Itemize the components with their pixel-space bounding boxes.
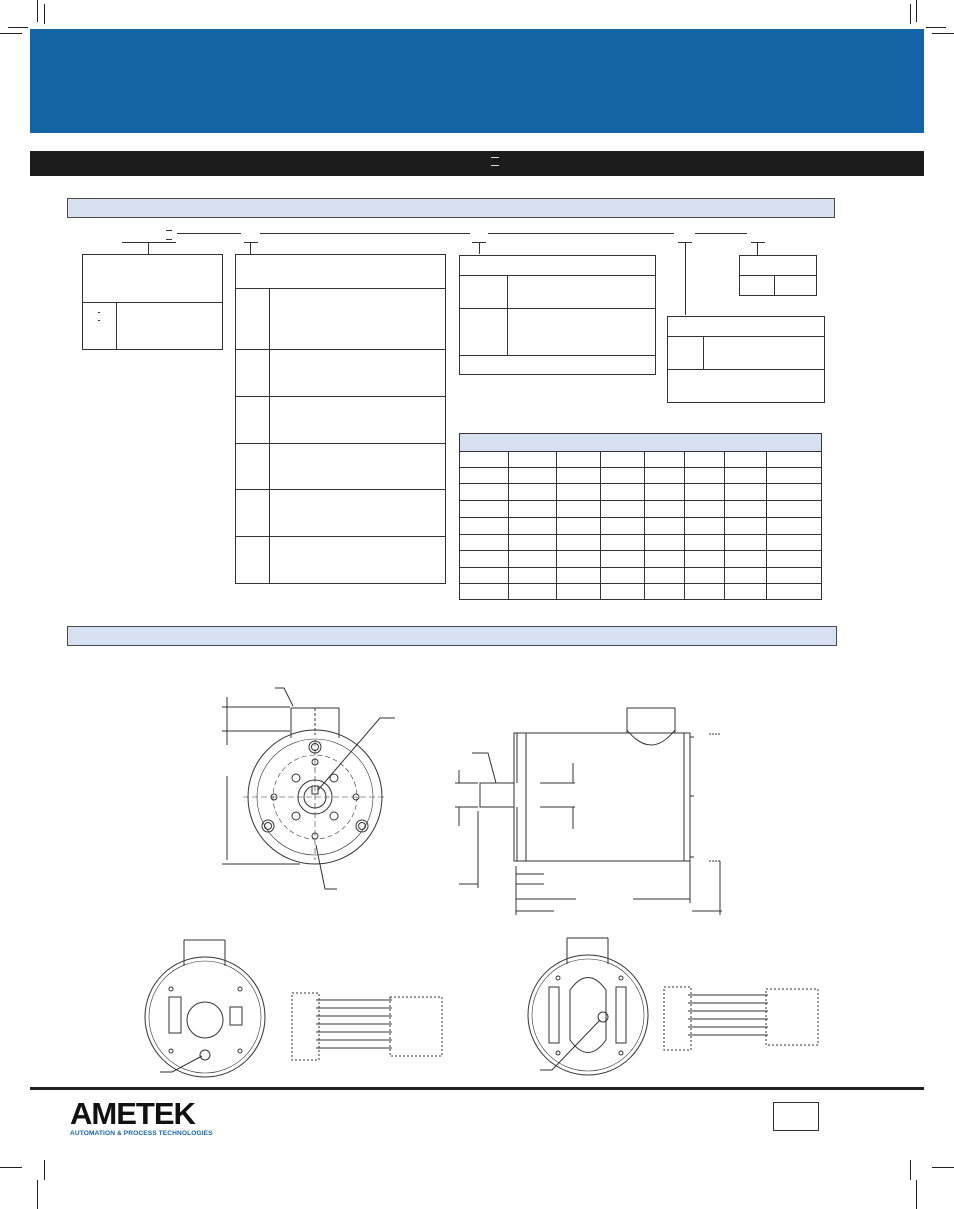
logo-wordmark: AMETEK (70, 1096, 195, 1131)
logo-tagline: AUTOMATION & PROCESS TECHNOLOGIES (70, 1130, 213, 1137)
terminal-view-right (528, 938, 818, 1075)
page-number-box (773, 1102, 819, 1131)
ametek-logo (70, 1096, 213, 1137)
side-view-drawing (455, 708, 722, 915)
footer-rule (30, 1087, 924, 1090)
front-view-drawing (222, 688, 395, 889)
terminal-view-left (145, 940, 442, 1077)
